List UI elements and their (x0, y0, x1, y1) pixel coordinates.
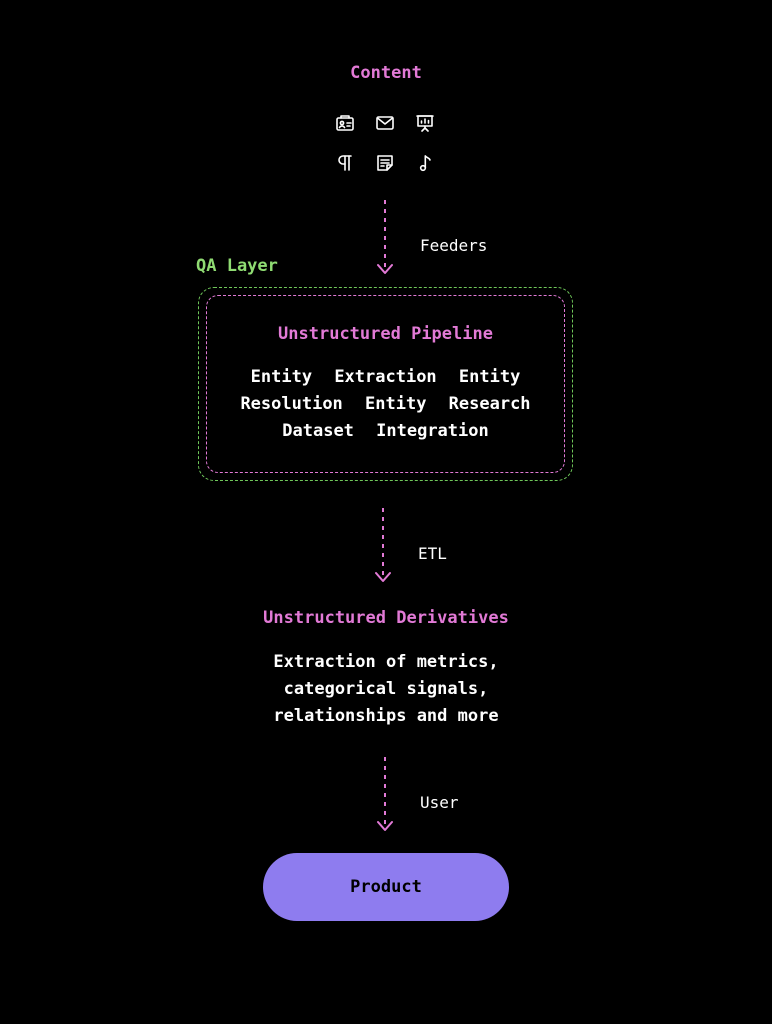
content-icon-grid (332, 112, 440, 176)
content-title: Content (350, 63, 422, 83)
etl-arrow (372, 506, 394, 588)
user-arrow (374, 755, 396, 837)
presentation-icon (414, 112, 436, 134)
feeders-arrow (374, 198, 396, 280)
derivatives-description: Extraction of metrics, categorical signals, relationships and more (273, 652, 499, 726)
product-button[interactable]: Product (263, 853, 509, 921)
paragraph-icon (334, 152, 356, 174)
feeders-label: Feeders (420, 236, 488, 255)
qa-layer-label: QA Layer (196, 256, 278, 276)
derivatives-title: Unstructured Derivatives (263, 608, 509, 628)
note-icon (374, 152, 396, 174)
music-note-icon (414, 152, 436, 174)
mail-icon (374, 112, 396, 134)
id-card-icon (334, 112, 356, 134)
pipeline-title: Unstructured Pipeline (278, 324, 493, 344)
pipeline-steps: Entity Extraction Entity Resolution Entity Research Dataset Integration (240, 367, 531, 441)
etl-label: ETL (418, 544, 447, 563)
user-label: User (420, 793, 459, 812)
